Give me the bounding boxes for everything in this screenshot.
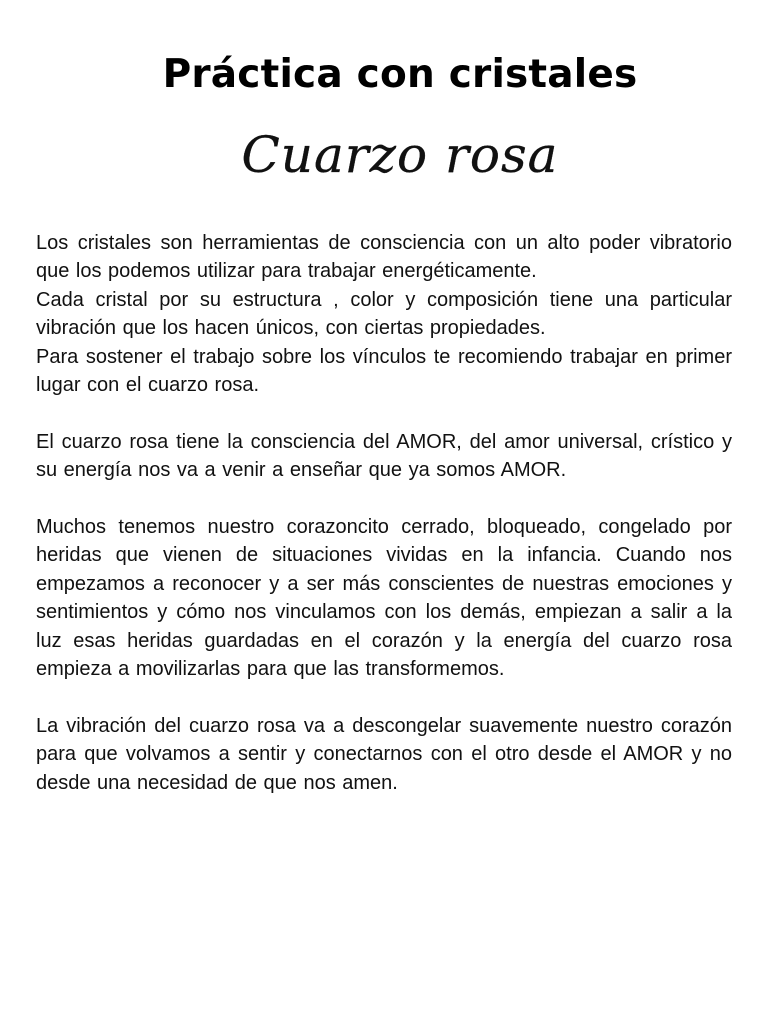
page-subtitle: Cuarzo rosa — [241, 126, 559, 184]
paragraph: Cada cristal por su estructura , color y composición tiene una particular vibración que los hacen únicos, con ciertas propiedades. — [36, 288, 732, 340]
document-body — [36, 229, 732, 797]
paragraph: Muchos tenemos nuestro corazoncito cerrado, bloqueado, congelado por heridas que vienen de situaciones vividas en la infancia. Cuando nos empezamos a reconocer y a ser más conscientes de nuestras emociones y sentimientos y cómo nos vinculamos con los demás, empiezan a salir a la luz esas heridas guardadas en el corazón y la energía del cuarzo rosa empieza a movilizarlas para que las transformemos. — [36, 516, 732, 681]
paragraph: Para sostener el trabajo sobre los vínculos te recomiendo trabajar en primer lugar con el cuarzo rosa. — [36, 345, 732, 397]
paragraph: Los cristales son herramientas de consciencia con un alto poder vibratorio que los podemos utilizar para trabajar energéticamente. — [36, 232, 732, 283]
paragraph: La vibración del cuarzo rosa va a descongelar suavemente nuestro corazón para que volvamos a sentir y conectarnos con el otro desde el AMOR y no desde una necesidad de que nos amen. — [36, 714, 732, 794]
page-title: Práctica con cristales — [162, 52, 638, 97]
paragraph: El cuarzo rosa tiene la consciencia del AMOR, del amor universal, crístico y su energía nos va a venir a enseñar que ya somos AMOR. — [36, 430, 732, 482]
